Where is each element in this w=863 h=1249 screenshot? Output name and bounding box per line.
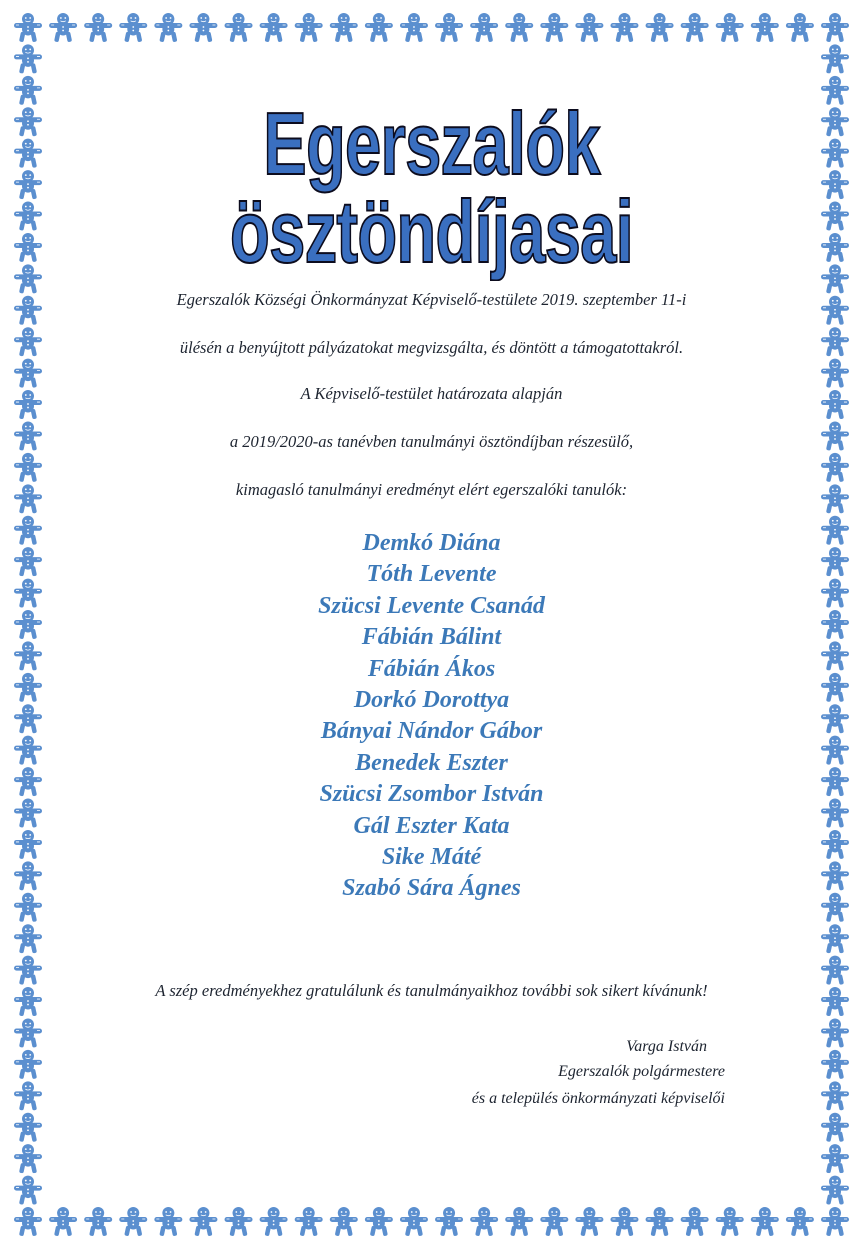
recipient-name: Bányai Nándor Gábor [320,718,543,745]
gingerbread-man-icon [14,1207,42,1236]
gingerbread-man-icon [821,987,849,1016]
gingerbread-man-icon [14,1018,42,1047]
recipient-name: Szücsi Zsombor István [319,781,544,808]
signature-name: Varga István [626,1038,707,1055]
gingerbread-man-icon [365,13,393,42]
gingerbread-man-icon [14,1176,42,1205]
gingerbread-man-icon [821,202,849,231]
gingerbread-man-icon [119,1207,147,1236]
gingerbread-man-icon [821,453,849,482]
gingerbread-man-icon [14,44,42,73]
gingerbread-man-icon [505,13,533,42]
gingerbread-man-icon [575,13,603,42]
recipient-name: Fábián Ákos [367,655,496,682]
gingerbread-man-icon [14,107,42,136]
gingerbread-man-icon [49,1207,77,1236]
recipient-name: Szücsi Levente Csanád [318,592,545,619]
recipient-name: Dorkó Dorottya [353,686,510,713]
gingerbread-man-icon [119,13,147,42]
gingerbread-man-icon [540,13,568,42]
recipient-name: Demkó Diána [362,530,501,556]
gingerbread-man-icon [821,76,849,105]
gingerbread-man-icon [821,44,849,73]
gingerbread-man-icon [84,1207,112,1236]
gingerbread-man-icon [751,13,779,42]
gingerbread-man-icon [14,1113,42,1142]
page-title: Egerszalók ösztöndíjasai [230,94,633,281]
gingerbread-man-icon [716,13,744,42]
gingerbread-man-icon [295,13,323,42]
gingerbread-man-icon [14,956,42,985]
gingerbread-man-icon [821,1113,849,1142]
gingerbread-man-icon [821,924,849,953]
gingerbread-man-icon [821,956,849,985]
gingerbread-man-icon [821,139,849,168]
gingerbread-man-icon [821,170,849,199]
gingerbread-man-icon [821,233,849,262]
intro-line-1: Egerszalók Községi Önkormányzat Képviselő-testülete 2019. szeptember 11-i [176,290,687,309]
recipient-name: Szabó Sára Ágnes [342,875,521,902]
intro-line-2: ülésén a benyújtott pályázatokat megvizsgálta, és döntött a támogatottakról. [179,338,684,357]
closing-message: A szép eredményekhez gratulálunk és tanulmányaikhoz további sok sikert kívánunk! [155,981,708,1000]
gingerbread-man-icon [14,139,42,168]
gingerbread-man-icon [610,13,638,42]
gingerbread-man-icon [751,1207,779,1236]
gingerbread-man-icon [365,1207,393,1236]
gingerbread-man-icon [14,76,42,105]
gingerbread-man-icon [540,1207,568,1236]
gingerbread-man-icon [14,924,42,953]
gingerbread-man-icon [14,1050,42,1079]
intro-line-4: a 2019/2020-as tanévben tanulmányi ösztöndíjban részesülő, [229,432,634,451]
gingerbread-man-icon [435,1207,463,1236]
gingerbread-man-icon [189,13,217,42]
gingerbread-man-icon [14,233,42,262]
gingerbread-man-icon [505,1207,533,1236]
gingerbread-man-icon [681,13,709,42]
intro-line-3: A Képviselő-testület határozata alapján [300,384,563,403]
intro-line-5: kimagasló tanulmányi eredményt elért egerszalóki tanulók: [235,480,628,499]
gingerbread-man-icon [14,987,42,1016]
gingerbread-man-icon [400,13,428,42]
gingerbread-man-icon [14,453,42,482]
gingerbread-man-icon [821,107,849,136]
gingerbread-man-icon [14,202,42,231]
recipient-name: Benedek Eszter [355,749,508,776]
gingerbread-man-icon [821,1176,849,1205]
signature-role: Egerszalók polgármestere [558,1063,725,1080]
gingerbread-man-icon [49,13,77,42]
gingerbread-man-icon [470,13,498,42]
gingerbread-man-icon [84,13,112,42]
gingerbread-man-icon [154,13,182,42]
recipient-name: Gál Eszter Kata [353,812,510,839]
gingerbread-man-icon [821,1050,849,1079]
gingerbread-man-icon [646,1207,674,1236]
gingerbread-man-icon [681,1207,709,1236]
gingerbread-man-icon [225,1207,253,1236]
recipient-name: Sike Máté [381,843,482,870]
gingerbread-man-icon [14,1144,42,1173]
gingerbread-man-icon [470,1207,498,1236]
gingerbread-man-icon [821,1207,849,1236]
gingerbread-man-icon [786,1207,814,1236]
gingerbread-man-icon [821,1018,849,1047]
gingerbread-man-icon [400,1207,428,1236]
recipient-name: Fábián Bálint [361,624,502,651]
gingerbread-man-icon [330,13,358,42]
gingerbread-man-icon [189,1207,217,1236]
gingerbread-man-icon [716,1207,744,1236]
gingerbread-man-icon [821,1081,849,1110]
recipient-name: Tóth Levente [366,561,497,588]
scholarship-recipients-list [0,528,863,905]
gingerbread-man-icon [14,13,42,42]
gingerbread-man-icon [295,1207,323,1236]
gingerbread-man-icon [260,13,288,42]
gingerbread-man-icon [260,1207,288,1236]
gingerbread-man-icon [575,1207,603,1236]
gingerbread-man-icon [646,13,674,42]
gingerbread-man-icon [435,13,463,42]
gingerbread-man-icon [14,1081,42,1110]
signature-group: és a település önkormányzati képviselői [471,1090,725,1107]
gingerbread-man-icon [786,13,814,42]
gingerbread-man-icon [154,1207,182,1236]
gingerbread-man-icon [225,13,253,42]
gingerbread-man-icon [14,170,42,199]
gingerbread-man-icon [821,13,849,42]
gingerbread-man-icon [330,1207,358,1236]
gingerbread-man-icon [610,1207,638,1236]
gingerbread-man-icon [821,1144,849,1173]
